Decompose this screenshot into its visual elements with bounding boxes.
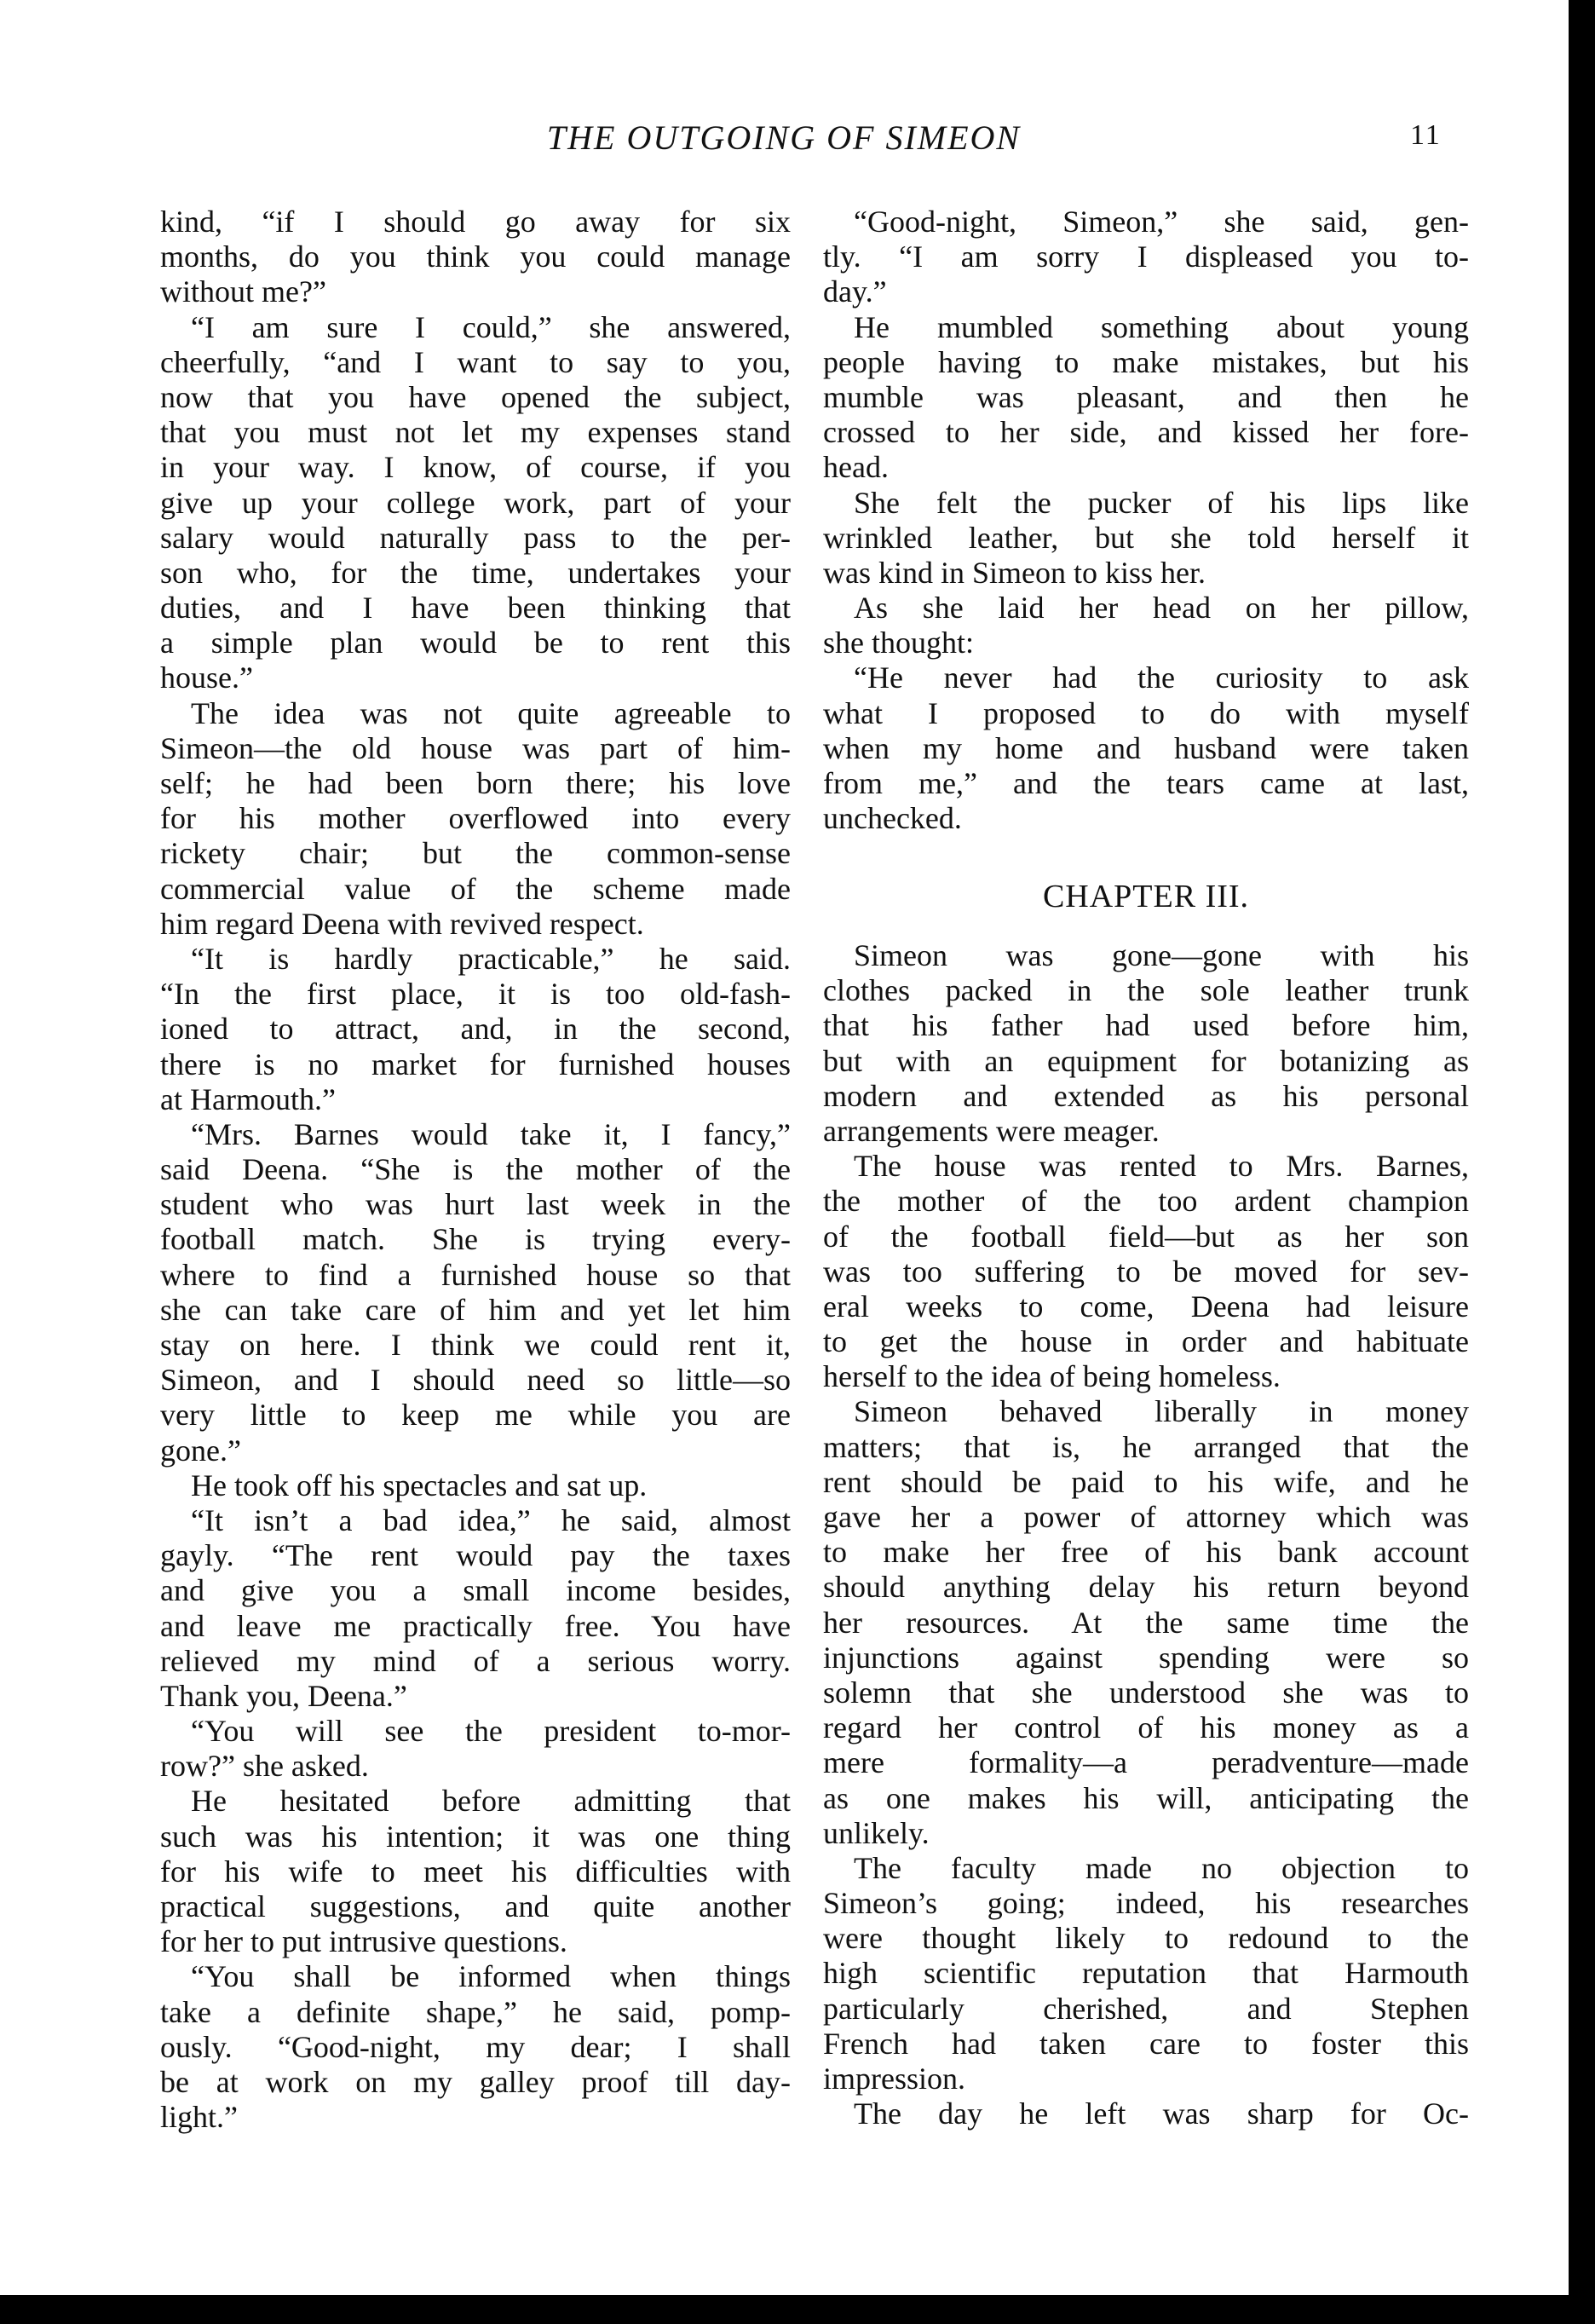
text-line: was too suffering to be moved for sev- — [823, 1254, 1469, 1289]
text-line: the mother of the too ardent champion — [823, 1184, 1469, 1219]
text-line: for her to put intrusive questions. — [160, 1924, 567, 1959]
text-line: eral weeks to come, Deena had leisure — [823, 1289, 1469, 1323]
text-line: “It is hardly practicable,” he said. — [191, 941, 791, 976]
text-line: The day he left was sharp for Oc- — [854, 2096, 1469, 2131]
text-line: herself to the idea of being homeless. — [823, 1359, 1281, 1394]
text-line: head. — [823, 450, 889, 485]
text-line: Simeon was gone—gone with his — [854, 938, 1469, 972]
text-line: French had taken care to foster this — [823, 2026, 1469, 2061]
paragraph — [160, 310, 791, 696]
paragraph — [823, 938, 1469, 1149]
paragraph — [823, 1851, 1469, 2096]
paragraph — [823, 2096, 1469, 2131]
text-line: was kind in Simeon to kiss her. — [823, 555, 1206, 590]
text-line: light.” — [160, 2100, 238, 2135]
text-line: at Harmouth.” — [160, 1081, 336, 1116]
text-line: The faculty made no objection to — [854, 1850, 1469, 1885]
text-line: arrangements were meager. — [823, 1113, 1160, 1148]
paragraph — [823, 660, 1469, 836]
text-line: solemn that she understood she was to — [823, 1675, 1469, 1710]
left-column — [160, 205, 791, 2135]
text-line: He hesitated before admitting that — [191, 1784, 791, 1819]
text-line: kind, “if I should go away for six — [160, 205, 791, 239]
paragraph — [823, 310, 1469, 486]
text-line: she thought: — [823, 626, 974, 660]
text-line: in your way. I know, of course, if you — [160, 450, 791, 485]
text-line: should anything delay his return beyond — [823, 1570, 1469, 1605]
text-line: Thank you, Deena.” — [160, 1678, 407, 1713]
text-line: “In the first place, it is too old-fash- — [160, 977, 791, 1012]
running-title: THE OUTGOING OF SIMEON — [546, 118, 1022, 157]
text-line: “Mrs. Barnes would take it, I fancy,” — [191, 1116, 791, 1151]
paragraph — [160, 942, 791, 1117]
text-line: The house was rented to Mrs. Barnes, — [854, 1149, 1469, 1184]
text-line: mere formality—a peradventure—made — [823, 1745, 1469, 1780]
text-line: for his wife to meet his difficulties with — [160, 1854, 791, 1889]
paragraph — [823, 591, 1469, 660]
text-line: were thought likely to redound to the — [823, 1921, 1469, 1956]
text-line: particularly cherished, and Stephen — [823, 1991, 1469, 2026]
text-line: practical suggestions, and quite another — [160, 1889, 791, 1923]
text-line: ously. “Good-night, my dear; I shall — [160, 2029, 791, 2064]
text-line: take a definite shape,” he said, pomp- — [160, 1994, 791, 2029]
text-line: gone.” — [160, 1433, 241, 1468]
text-line: that his father had used before him, — [823, 1008, 1469, 1043]
text-line: matters; that is, he arranged that the — [823, 1429, 1469, 1464]
paragraph — [823, 486, 1469, 591]
paragraph — [823, 205, 1469, 310]
text-line: to make her free of his bank account — [823, 1535, 1469, 1570]
text-line: He took off his spectacles and sat up. — [191, 1468, 648, 1502]
text-line: “I am sure I could,” she answered, — [191, 309, 791, 344]
text-line: ioned to attract, and, in the second, — [160, 1012, 791, 1047]
text-line: salary would naturally pass to the per- — [160, 520, 791, 555]
text-line: months, do you think you could manage — [160, 239, 791, 274]
paragraph — [823, 1394, 1469, 1850]
text-line: duties, and I have been thinking that — [160, 591, 791, 626]
text-line: for his mother overflowed into every — [160, 801, 791, 836]
text-line: a simple plan would be to rent this — [160, 626, 791, 660]
text-line: from me,” and the tears came at last, — [823, 766, 1469, 800]
text-line: that you must not let my expenses stand — [160, 415, 791, 450]
text-line: The idea was not quite agreeable to — [191, 695, 791, 730]
text-line: unlikely. — [823, 1815, 930, 1850]
text-line: stay on here. I think we could rent it, — [160, 1328, 791, 1362]
text-line: self; he had been born there; his love — [160, 766, 791, 800]
page-number: 11 — [1410, 119, 1442, 151]
text-line: modern and extended as his personal — [823, 1078, 1469, 1113]
text-line: and leave me practically free. You have — [160, 1608, 791, 1643]
scan-border-right — [1569, 0, 1595, 2324]
text-line: injunctions against spending were so — [823, 1640, 1469, 1675]
text-line: He mumbled something about young — [854, 309, 1469, 344]
text-line: mumble was pleasant, and then he — [823, 379, 1469, 414]
text-line: Simeon behaved liberally in money — [854, 1394, 1469, 1429]
text-line: such was his intention; it was one thing — [160, 1819, 791, 1854]
text-line: rent should be paid to his wife, and he — [823, 1464, 1469, 1499]
scan-border-bottom — [0, 2295, 1595, 2324]
text-line: now that you have opened the subject, — [160, 379, 791, 414]
paragraph — [160, 1468, 791, 1503]
text-line: unchecked. — [823, 801, 962, 836]
text-line: what I proposed to do with myself — [823, 695, 1469, 730]
text-line: said Deena. “She is the mother of the — [160, 1152, 791, 1187]
text-line: she can take care of him and yet let him — [160, 1292, 791, 1327]
chapter-heading: CHAPTER III. — [1042, 879, 1250, 914]
text-line: but with an equipment for botanizing as — [823, 1043, 1469, 1078]
text-line: rickety chair; but the common-sense — [160, 836, 791, 871]
text-line: “It isn’t a bad idea,” he said, almost — [191, 1502, 791, 1537]
paragraph — [160, 1959, 791, 2135]
text-line: “You will see the president to-mor- — [191, 1714, 791, 1749]
text-line: of the football field—but as her son — [823, 1219, 1469, 1254]
text-line: wrinkled leather, but she told herself it — [823, 520, 1469, 555]
text-line: give up your college work, part of your — [160, 485, 791, 520]
text-line: clothes packed in the sole leather trunk — [823, 973, 1469, 1008]
text-line: where to find a furnished house so that — [160, 1257, 791, 1292]
text-line: As she laid her head on her pillow, — [854, 591, 1469, 626]
text-line: row?” she asked. — [160, 1749, 369, 1784]
right-column-top — [823, 205, 1469, 836]
text-line: impression. — [823, 2062, 965, 2096]
text-line: She felt the pucker of his lips like — [854, 485, 1469, 520]
text-line: crossed to her side, and kissed her fore- — [823, 415, 1469, 450]
text-line: house.” — [160, 660, 253, 695]
paragraph — [160, 1714, 791, 1784]
text-line: son who, for the time, undertakes your — [160, 555, 791, 590]
text-line: very little to keep me while you are — [160, 1398, 791, 1433]
text-line: “You shall be informed when things — [191, 1959, 791, 1994]
paragraph — [160, 1117, 791, 1468]
text-line: commercial value of the scheme made — [160, 871, 791, 906]
text-line: Simeon—the old house was part of him- — [160, 730, 791, 765]
text-line: there is no market for furnished houses — [160, 1047, 791, 1081]
paragraph — [823, 1149, 1469, 1394]
text-line: Simeon’s going; indeed, his researches — [823, 1886, 1469, 1921]
text-line: student who was hurt last week in the — [160, 1187, 791, 1222]
text-line: when my home and husband were taken — [823, 730, 1469, 765]
text-line: gave her a power of attorney which was — [823, 1500, 1469, 1534]
text-line: “He never had the curiosity to ask — [854, 660, 1469, 695]
right-column-bottom — [823, 938, 1469, 2131]
text-line: as one makes his will, anticipating the — [823, 1780, 1469, 1815]
text-line: people having to make mistakes, but his — [823, 344, 1469, 379]
paragraph — [160, 696, 791, 942]
text-line: relieved my mind of a serious worry. — [160, 1643, 791, 1678]
text-line: high scientific reputation that Harmouth — [823, 1956, 1469, 1991]
text-line: him regard Deena with revived respect. — [160, 906, 644, 941]
text-line: gayly. “The rent would pay the taxes — [160, 1538, 791, 1573]
text-line: football match. She is trying every- — [160, 1222, 791, 1257]
text-line: regard her control of his money as a — [823, 1710, 1469, 1745]
paragraph — [160, 1503, 791, 1714]
text-line: without me?” — [160, 274, 326, 309]
text-line: her resources. At the same time the — [823, 1605, 1469, 1640]
paragraph — [160, 1784, 791, 1959]
text-line: and give you a small income besides, — [160, 1573, 791, 1608]
text-line: cheerfully, “and I want to say to you, — [160, 344, 791, 379]
text-line: be at work on my galley proof till day- — [160, 2064, 791, 2099]
text-line: “Good-night, Simeon,” she said, gen- — [854, 205, 1469, 239]
paragraph — [160, 205, 791, 310]
text-line: tly. “I am sorry I displeased you to- — [823, 239, 1469, 274]
text-line: Simeon, and I should need so little—so — [160, 1363, 791, 1398]
text-line: day.” — [823, 274, 887, 309]
text-line: to get the house in order and habituate — [823, 1324, 1469, 1359]
